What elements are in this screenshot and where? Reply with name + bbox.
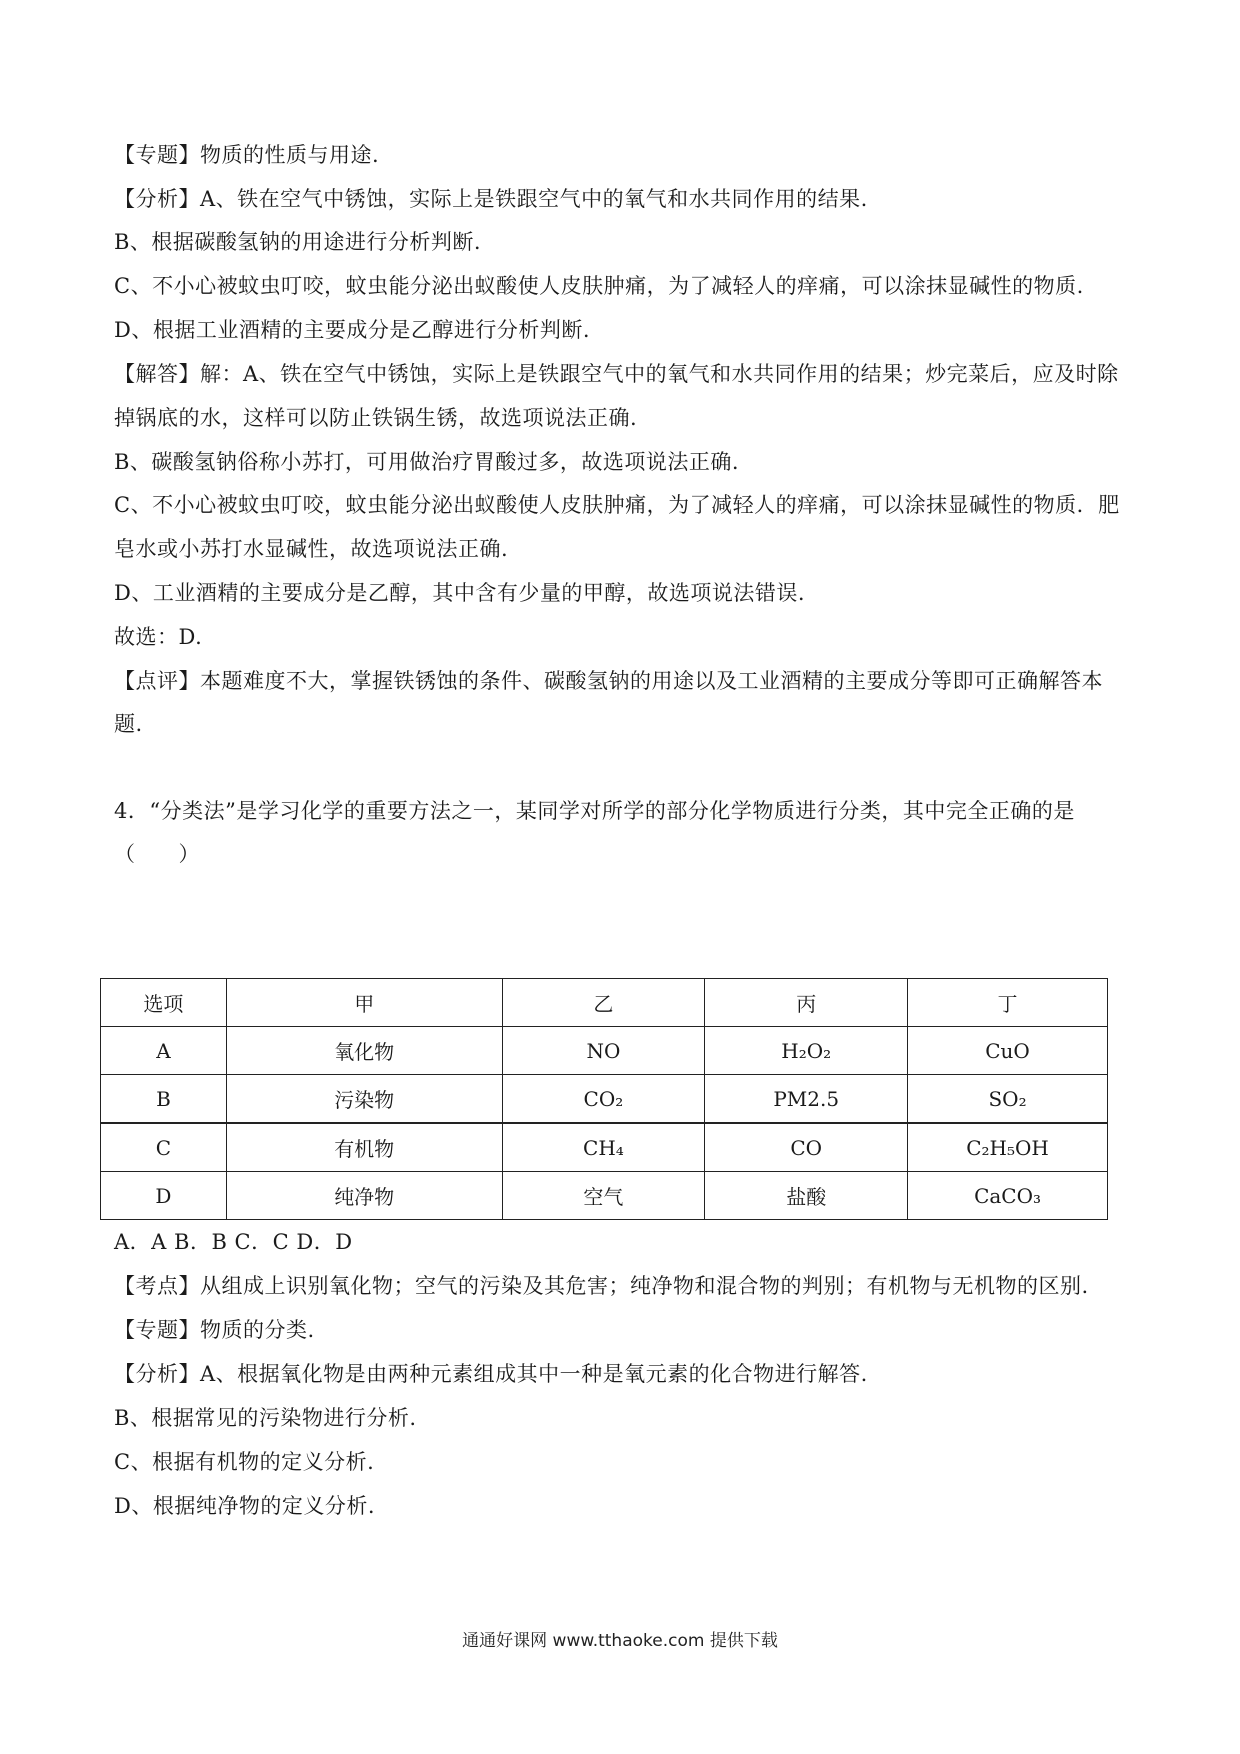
- analysis2-line-c: C、根据有机物的定义分析.: [114, 1450, 375, 1474]
- analysis2-line-a: 【分析】A、根据氧化物是由两种元素组成其中一种是氧元素的化合物进行解答.: [114, 1362, 868, 1386]
- options-line: A．A B．B C．C D．D: [114, 1230, 353, 1254]
- answer-line-d: D、工业酒精的主要成分是乙醇，其中含有少量的甲醇，故选项说法错误.: [114, 581, 806, 605]
- table-cell: A: [101, 1027, 227, 1075]
- table-cell: CO: [705, 1123, 908, 1172]
- answer-line-a2: 掉锅底的水，这样可以防止铁锅生锈，故选项说法正确.: [114, 406, 638, 430]
- answer-line-a1: 【解答】解：A、铁在空气中锈蚀，实际上是铁跟空气中的氧气和水共同作用的结果；炒完菜后，应及时除: [114, 362, 1119, 386]
- table-cell: C₂H₅OH: [908, 1123, 1108, 1172]
- table-row: [101, 1075, 1108, 1124]
- table-row: [101, 1172, 1108, 1220]
- answer-line-b: B、碳酸氢钠俗称小苏打，可用做治疗胃酸过多，故选项说法正确.: [114, 450, 740, 474]
- table-cell: 污染物: [226, 1075, 502, 1124]
- analysis-line-c: C、不小心被蚊虫叮咬，蚊虫能分泌出蚁酸使人皮肤肿痛，为了减轻人的痒痛，可以涂抹显碱性的物质.: [114, 274, 1084, 298]
- table-cell: CuO: [908, 1027, 1108, 1075]
- table-header-row: [101, 979, 1108, 1027]
- question-4-line-2: （ ）: [114, 842, 200, 866]
- table-cell: C: [101, 1123, 227, 1172]
- answer-line-c1: C、不小心被蚊虫叮咬，蚊虫能分泌出蚁酸使人皮肤肿痛，为了减轻人的痒痛，可以涂抹显碱性的物质．肥: [114, 493, 1120, 517]
- table-cell: 盐酸: [705, 1172, 908, 1220]
- header-cell: 选项: [101, 979, 227, 1027]
- table-row: [101, 1027, 1108, 1075]
- analysis-line-a: 【分析】A、铁在空气中锈蚀，实际上是铁跟空气中的氧气和水共同作用的结果.: [114, 187, 868, 211]
- comment-line-2: 题.: [114, 712, 143, 736]
- page-footer: 通通好课网 www.tthaoke.com 提供下载: [462, 1631, 778, 1651]
- comment-line-1: 【点评】本题难度不大，掌握铁锈蚀的条件、碳酸氢钠的用途以及工业酒精的主要成分等即可正确解答本: [114, 669, 1103, 693]
- analysis-line-b: B、根据碳酸氢钠的用途进行分析判断.: [114, 230, 482, 254]
- table-cell: 有机物: [226, 1123, 502, 1172]
- table-cell: D: [101, 1172, 227, 1220]
- table-cell: H₂O₂: [705, 1027, 908, 1075]
- table-cell: CO₂: [502, 1075, 705, 1124]
- table-cell: B: [101, 1075, 227, 1124]
- answer-line-c2: 皂水或小苏打水显碱性，故选项说法正确.: [114, 537, 509, 561]
- question-4-line-1: 4．“分类法”是学习化学的重要方法之一，某同学对所学的部分化学物质进行分类，其中完全正确的是: [114, 799, 1075, 823]
- table-cell: 氧化物: [226, 1027, 502, 1075]
- table-cell: SO₂: [908, 1075, 1108, 1124]
- table-cell: NO: [502, 1027, 705, 1075]
- analysis2-line-b: B、根据常见的污染物进行分析.: [114, 1406, 417, 1430]
- table-cell: PM2.5: [705, 1075, 908, 1124]
- header-cell: 甲: [226, 979, 502, 1027]
- table-cell: CH₄: [502, 1123, 705, 1172]
- classification-table: [100, 978, 1108, 1220]
- table-cell: CaCO₃: [908, 1172, 1108, 1220]
- choice-line: 故选：D.: [114, 625, 203, 649]
- table-cell: 空气: [502, 1172, 705, 1220]
- analysis-line-d: D、根据工业酒精的主要成分是乙醇进行分析判断.: [114, 318, 591, 342]
- exam-point-line: 【考点】从组成上识别氧化物；空气的污染及其危害；纯净物和混合物的判别；有机物与无机物的区别.: [114, 1274, 1089, 1298]
- table-row: [101, 1123, 1108, 1172]
- header-cell: 丁: [908, 979, 1108, 1027]
- analysis2-line-d: D、根据纯净物的定义分析.: [114, 1494, 376, 1518]
- topic-line-2: 【专题】物质的分类.: [114, 1318, 315, 1342]
- table-cell: 纯净物: [226, 1172, 502, 1220]
- header-cell: 丙: [705, 979, 908, 1027]
- topic-line: 【专题】物质的性质与用途.: [114, 143, 380, 167]
- header-cell: 乙: [502, 979, 705, 1027]
